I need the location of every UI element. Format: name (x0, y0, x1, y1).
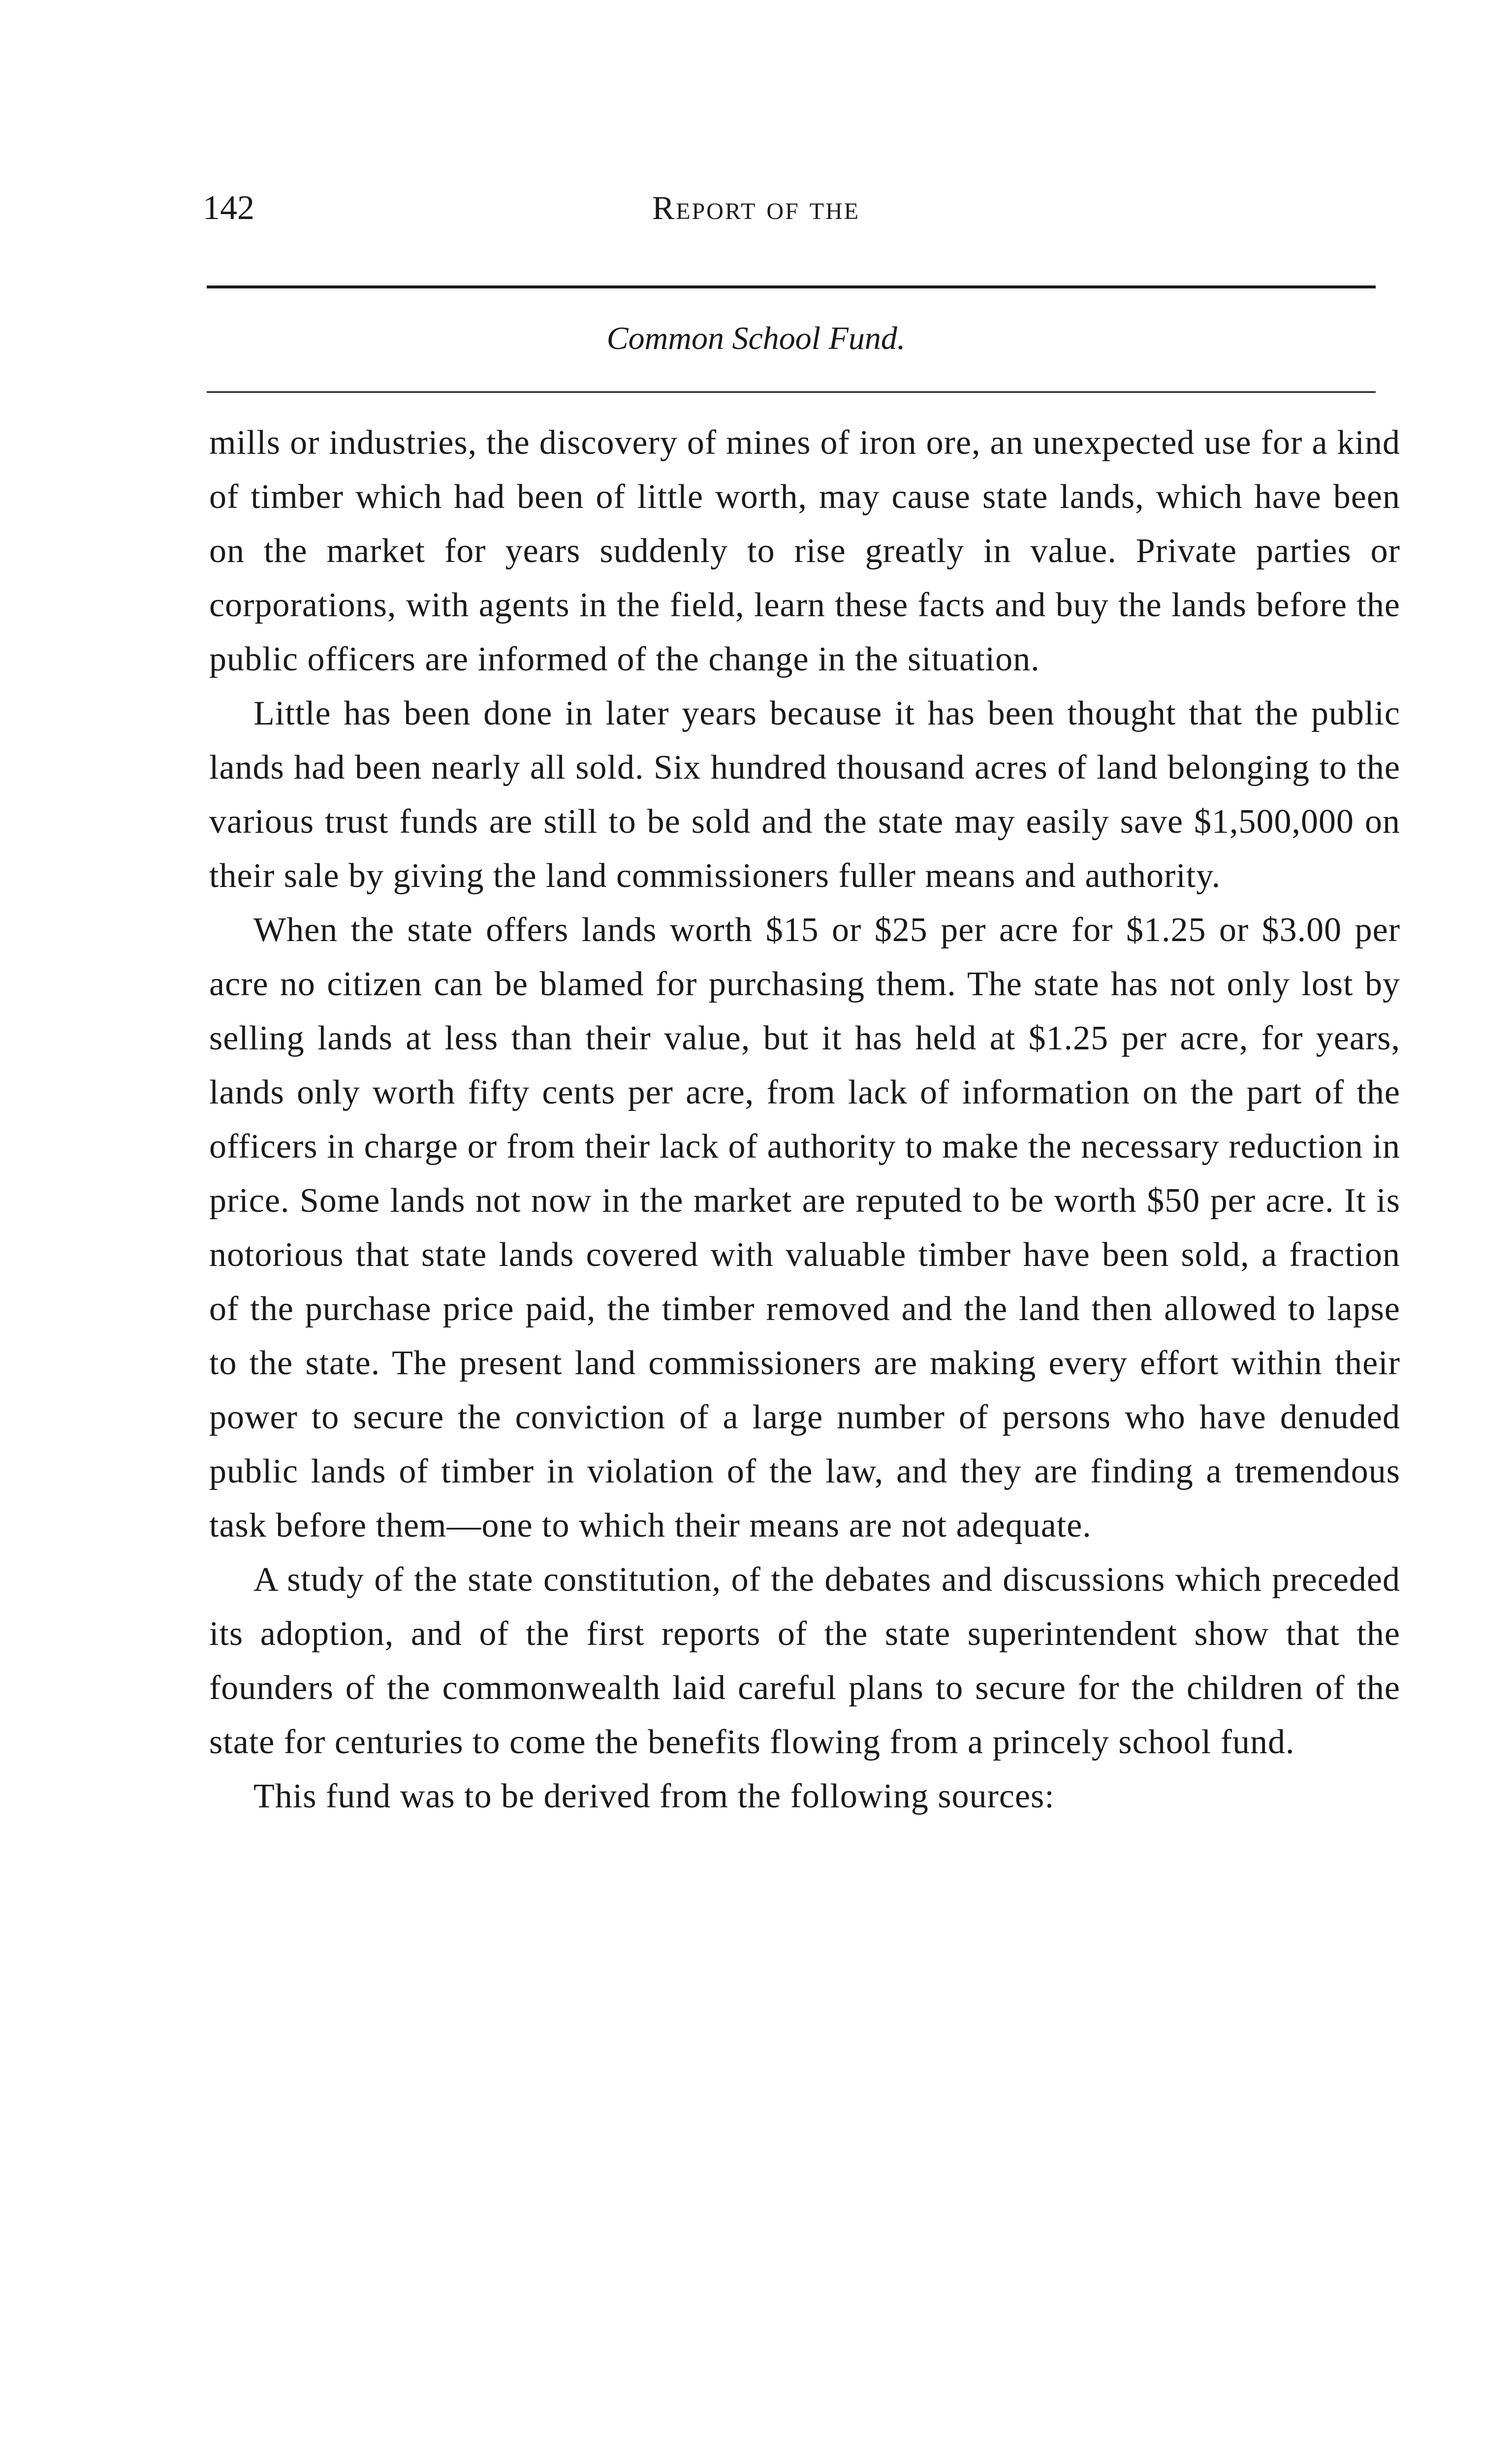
body-text (209, 416, 1400, 1824)
section-title: Common School Fund. (606, 320, 906, 356)
header-rule (207, 285, 1376, 288)
paragraph: mills or industries, the discovery of mines of iron ore, an unexpected use for a kind of timber which had been of little worth, may cause state lands, which have been on the market for years suddenly to rise greatly in value. Private parties or corporations, with agents in the field, learn these facts and buy the lands before the public officers are informed of the change in the situation. (209, 424, 1400, 678)
paragraph: When the state offers lands worth $15 or $25 per acre for $1.25 or $3.00 per acre no citizen can be blamed for purchasing them. The state has not only lost by selling lands at less than their value, but it has held at $1.25 per acre, for years, lands only worth fifty cents per acre, from lack of information on the part of the officers in charge or from their lack of authority to make the necessary reduction in price. Some lands not now in the market are reputed to be worth $50 per acre. It is notorious that state lands covered with valuable timber have been sold, a fraction of the purchase price paid, the timber removed and the land then allowed to lapse to the state. The present land commissioners are making every effort within their power to secure the conviction of a large number of persons who have denuded public lands of timber in violation of the law, and they are finding a tremendous task before them—one to which their means are not adequate. (209, 911, 1400, 1545)
paragraph: A study of the state constitution, of the debates and discussions which preceded its adoption, and of the first reports of the state superintendent show that the founders of the commonwealth laid careful plans to secure for the children of the state for centuries to come the benefits flowing from a princely school fund. (209, 1561, 1400, 1761)
section-rule (207, 391, 1376, 393)
paragraph: This fund was to be derived from the following sources: (253, 1777, 1055, 1815)
running-head: Report of the (652, 189, 860, 226)
page-number: 142 (203, 189, 254, 227)
paragraph: Little has been done in later years because it has been thought that the public lands had been nearly all sold. Six hundred thousand acres of land belonging to the various trust funds are still to be sold and the state may easily save $1,500,000 on their sale by giving the land commissioners fuller means and authority. (209, 694, 1400, 895)
